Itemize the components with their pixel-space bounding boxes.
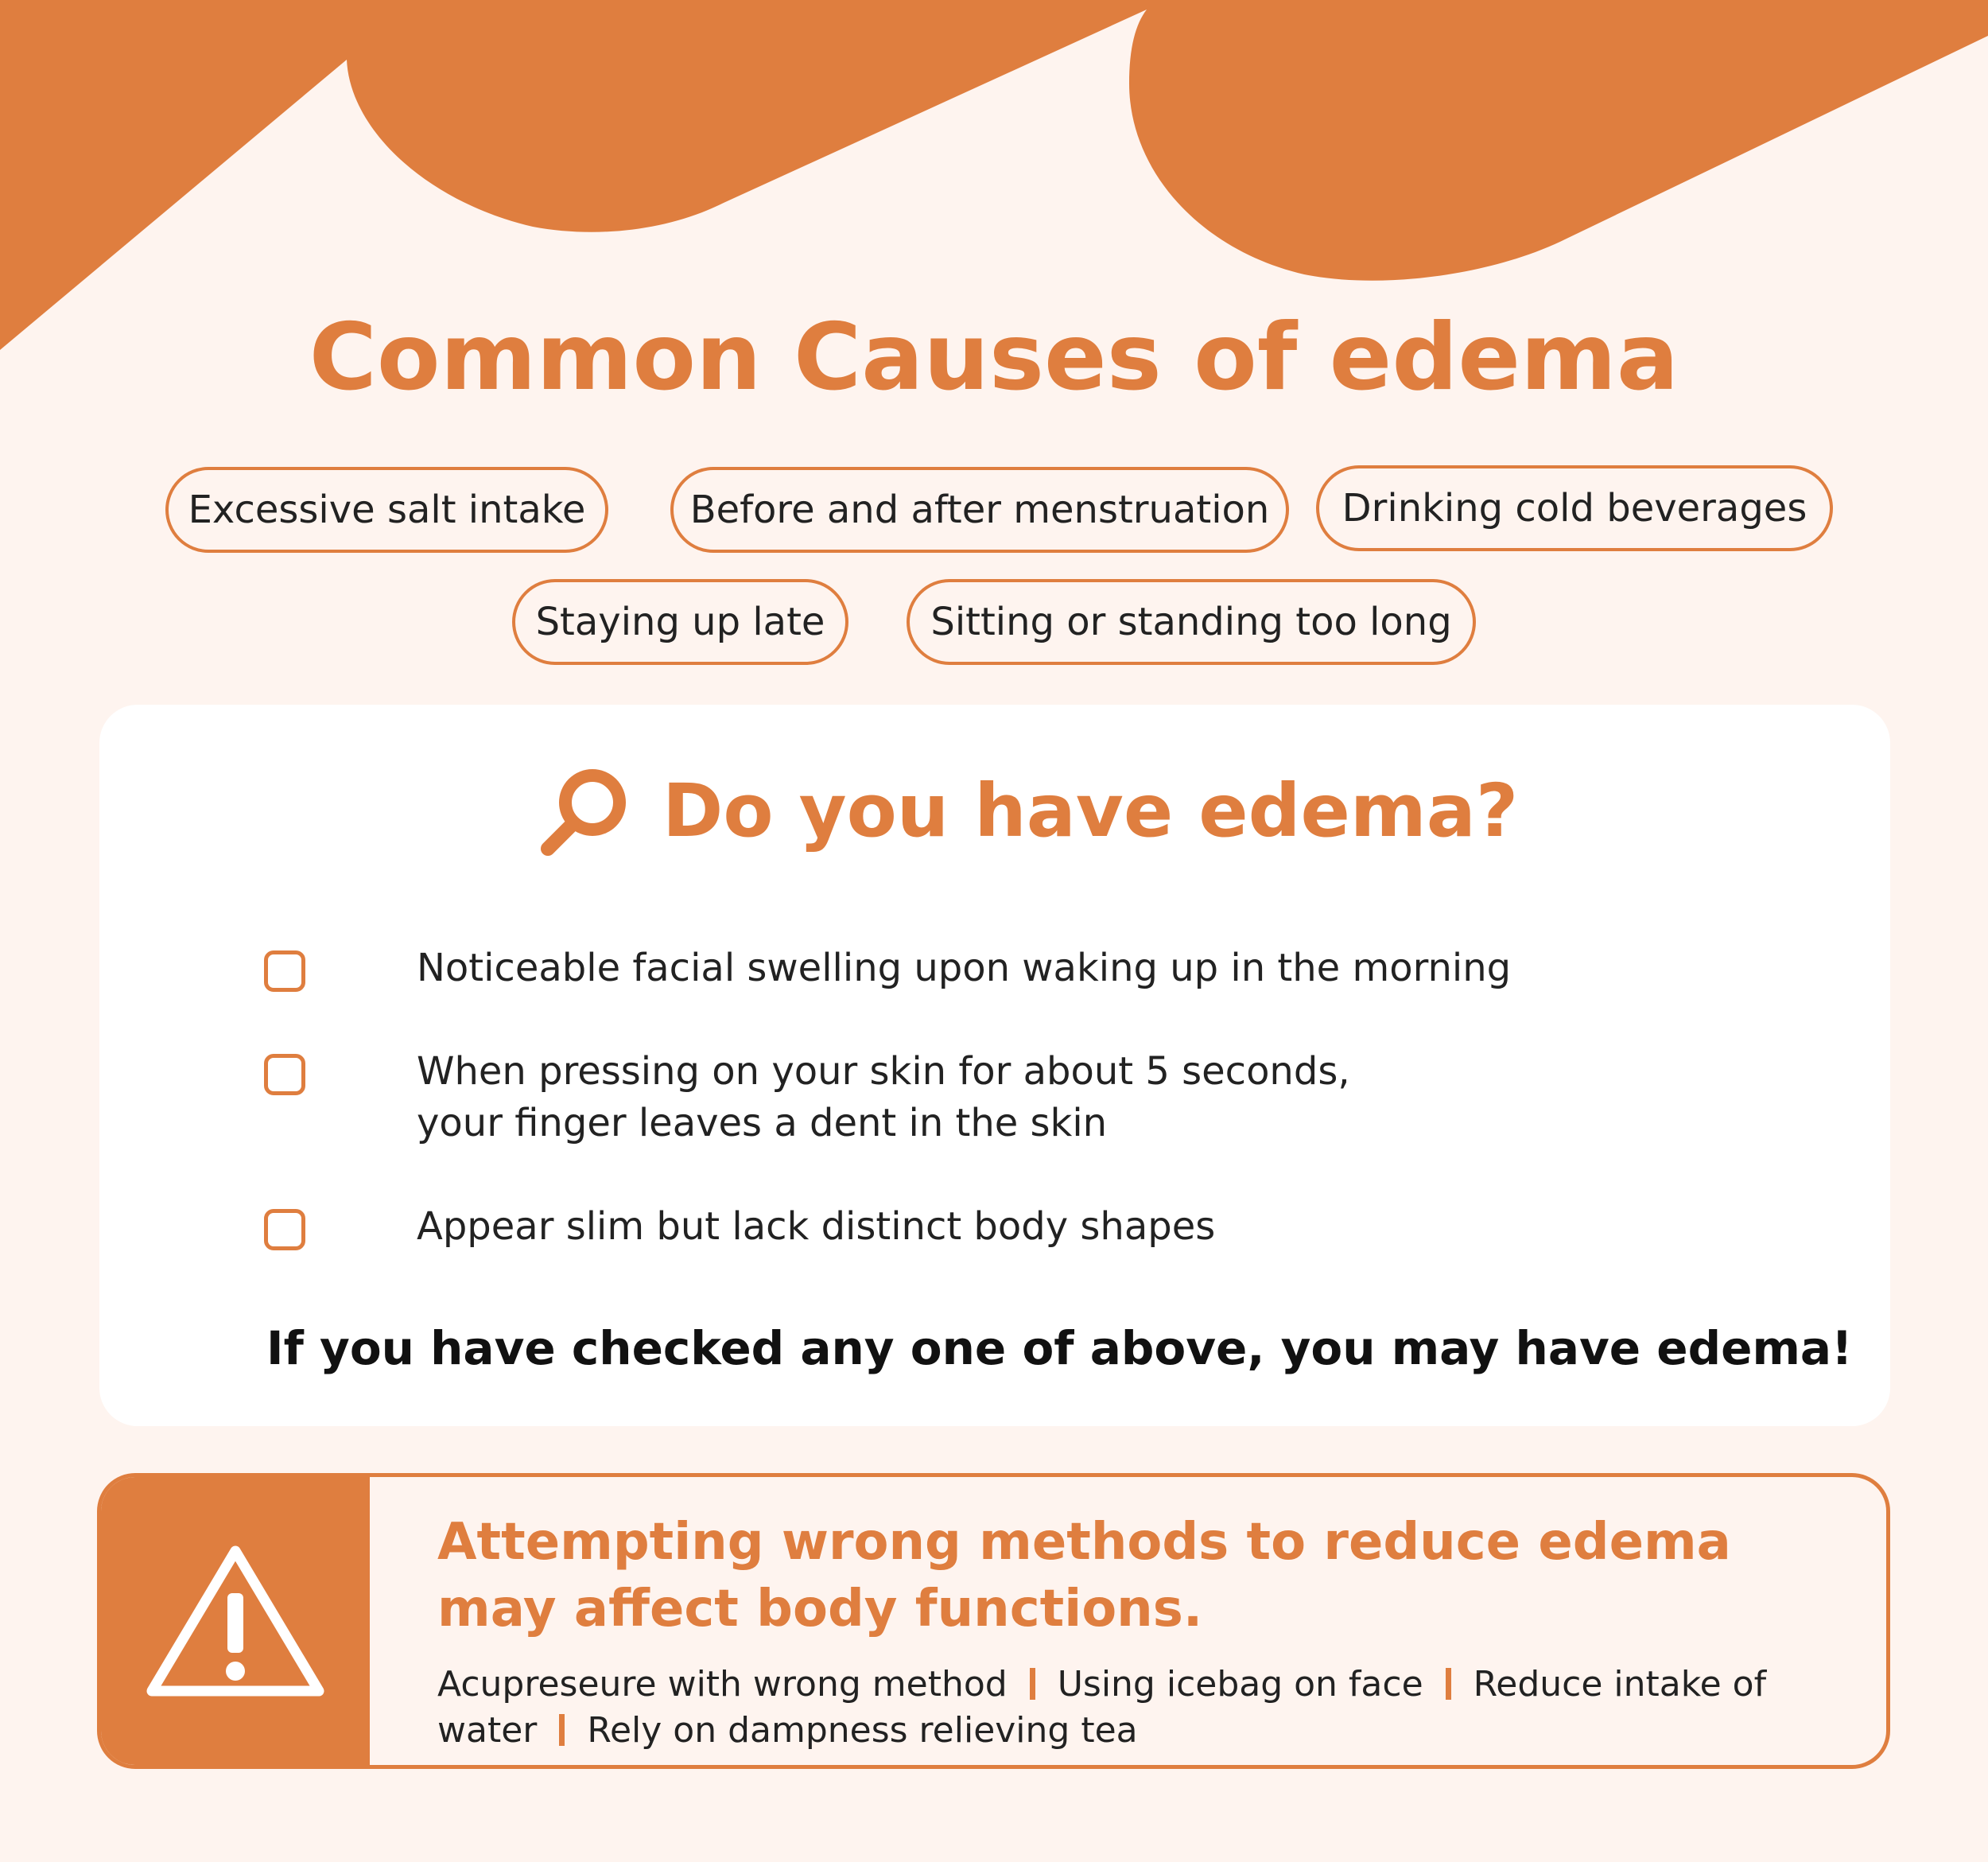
- wrong-method-item: Acupreseure with wrong method: [437, 1664, 1008, 1705]
- warning-triangle-icon: [144, 1541, 327, 1701]
- wrong-method-item: Rely on dampness relieving tea: [587, 1710, 1138, 1751]
- checklist-item: [264, 1201, 1215, 1253]
- separator: [1030, 1668, 1035, 1700]
- magnifying-glass-icon: [537, 764, 631, 858]
- checklist-heading: [537, 764, 1518, 859]
- separator: [1446, 1668, 1451, 1700]
- cause-chip-sitting-standing: Sitting or standing too long: [907, 579, 1476, 665]
- checkbox[interactable]: [264, 950, 305, 992]
- cause-chip-staying-up-late: Staying up late: [512, 579, 848, 665]
- checklist-item: [264, 1046, 1350, 1149]
- wrong-method-item: Using icebag on face: [1057, 1664, 1423, 1705]
- checkbox[interactable]: [264, 1209, 305, 1250]
- checklist-item-text: Noticeable facial swelling upon waking up in the morning: [417, 946, 1512, 990]
- warning-panel: [97, 1473, 1890, 1769]
- separator: [559, 1714, 565, 1746]
- checklist-item-text: When pressing on your skin for about 5 seconds, your finger leaves a dent in the skin: [417, 1049, 1350, 1145]
- warning-title: Attempting wrong methods to reduce edema may affect body functions.: [437, 1513, 1731, 1638]
- page-title: Common Causes of edema: [309, 304, 1679, 411]
- checklist-conclusion: If you have checked any one of above, you may have edema!: [266, 1321, 1853, 1375]
- cause-chip-salt: Excessive salt intake: [165, 467, 608, 553]
- checklist-title: Do you have edema?: [662, 768, 1519, 853]
- orange-wave-shape: [0, 0, 1988, 350]
- warning-icon-panel: [101, 1477, 370, 1765]
- checkbox[interactable]: [264, 1054, 305, 1095]
- wrong-methods-list: [437, 1662, 1837, 1754]
- checklist-item: [264, 943, 1511, 994]
- cause-chip-cold-beverages: Drinking cold beverages: [1316, 465, 1833, 551]
- cause-chip-menstruation: Before and after menstruation: [670, 467, 1289, 553]
- wrong-method-item: Reduce intake of water: [437, 1664, 1767, 1751]
- checklist-item-text: Appear slim but lack distinct body shapes: [417, 1204, 1216, 1249]
